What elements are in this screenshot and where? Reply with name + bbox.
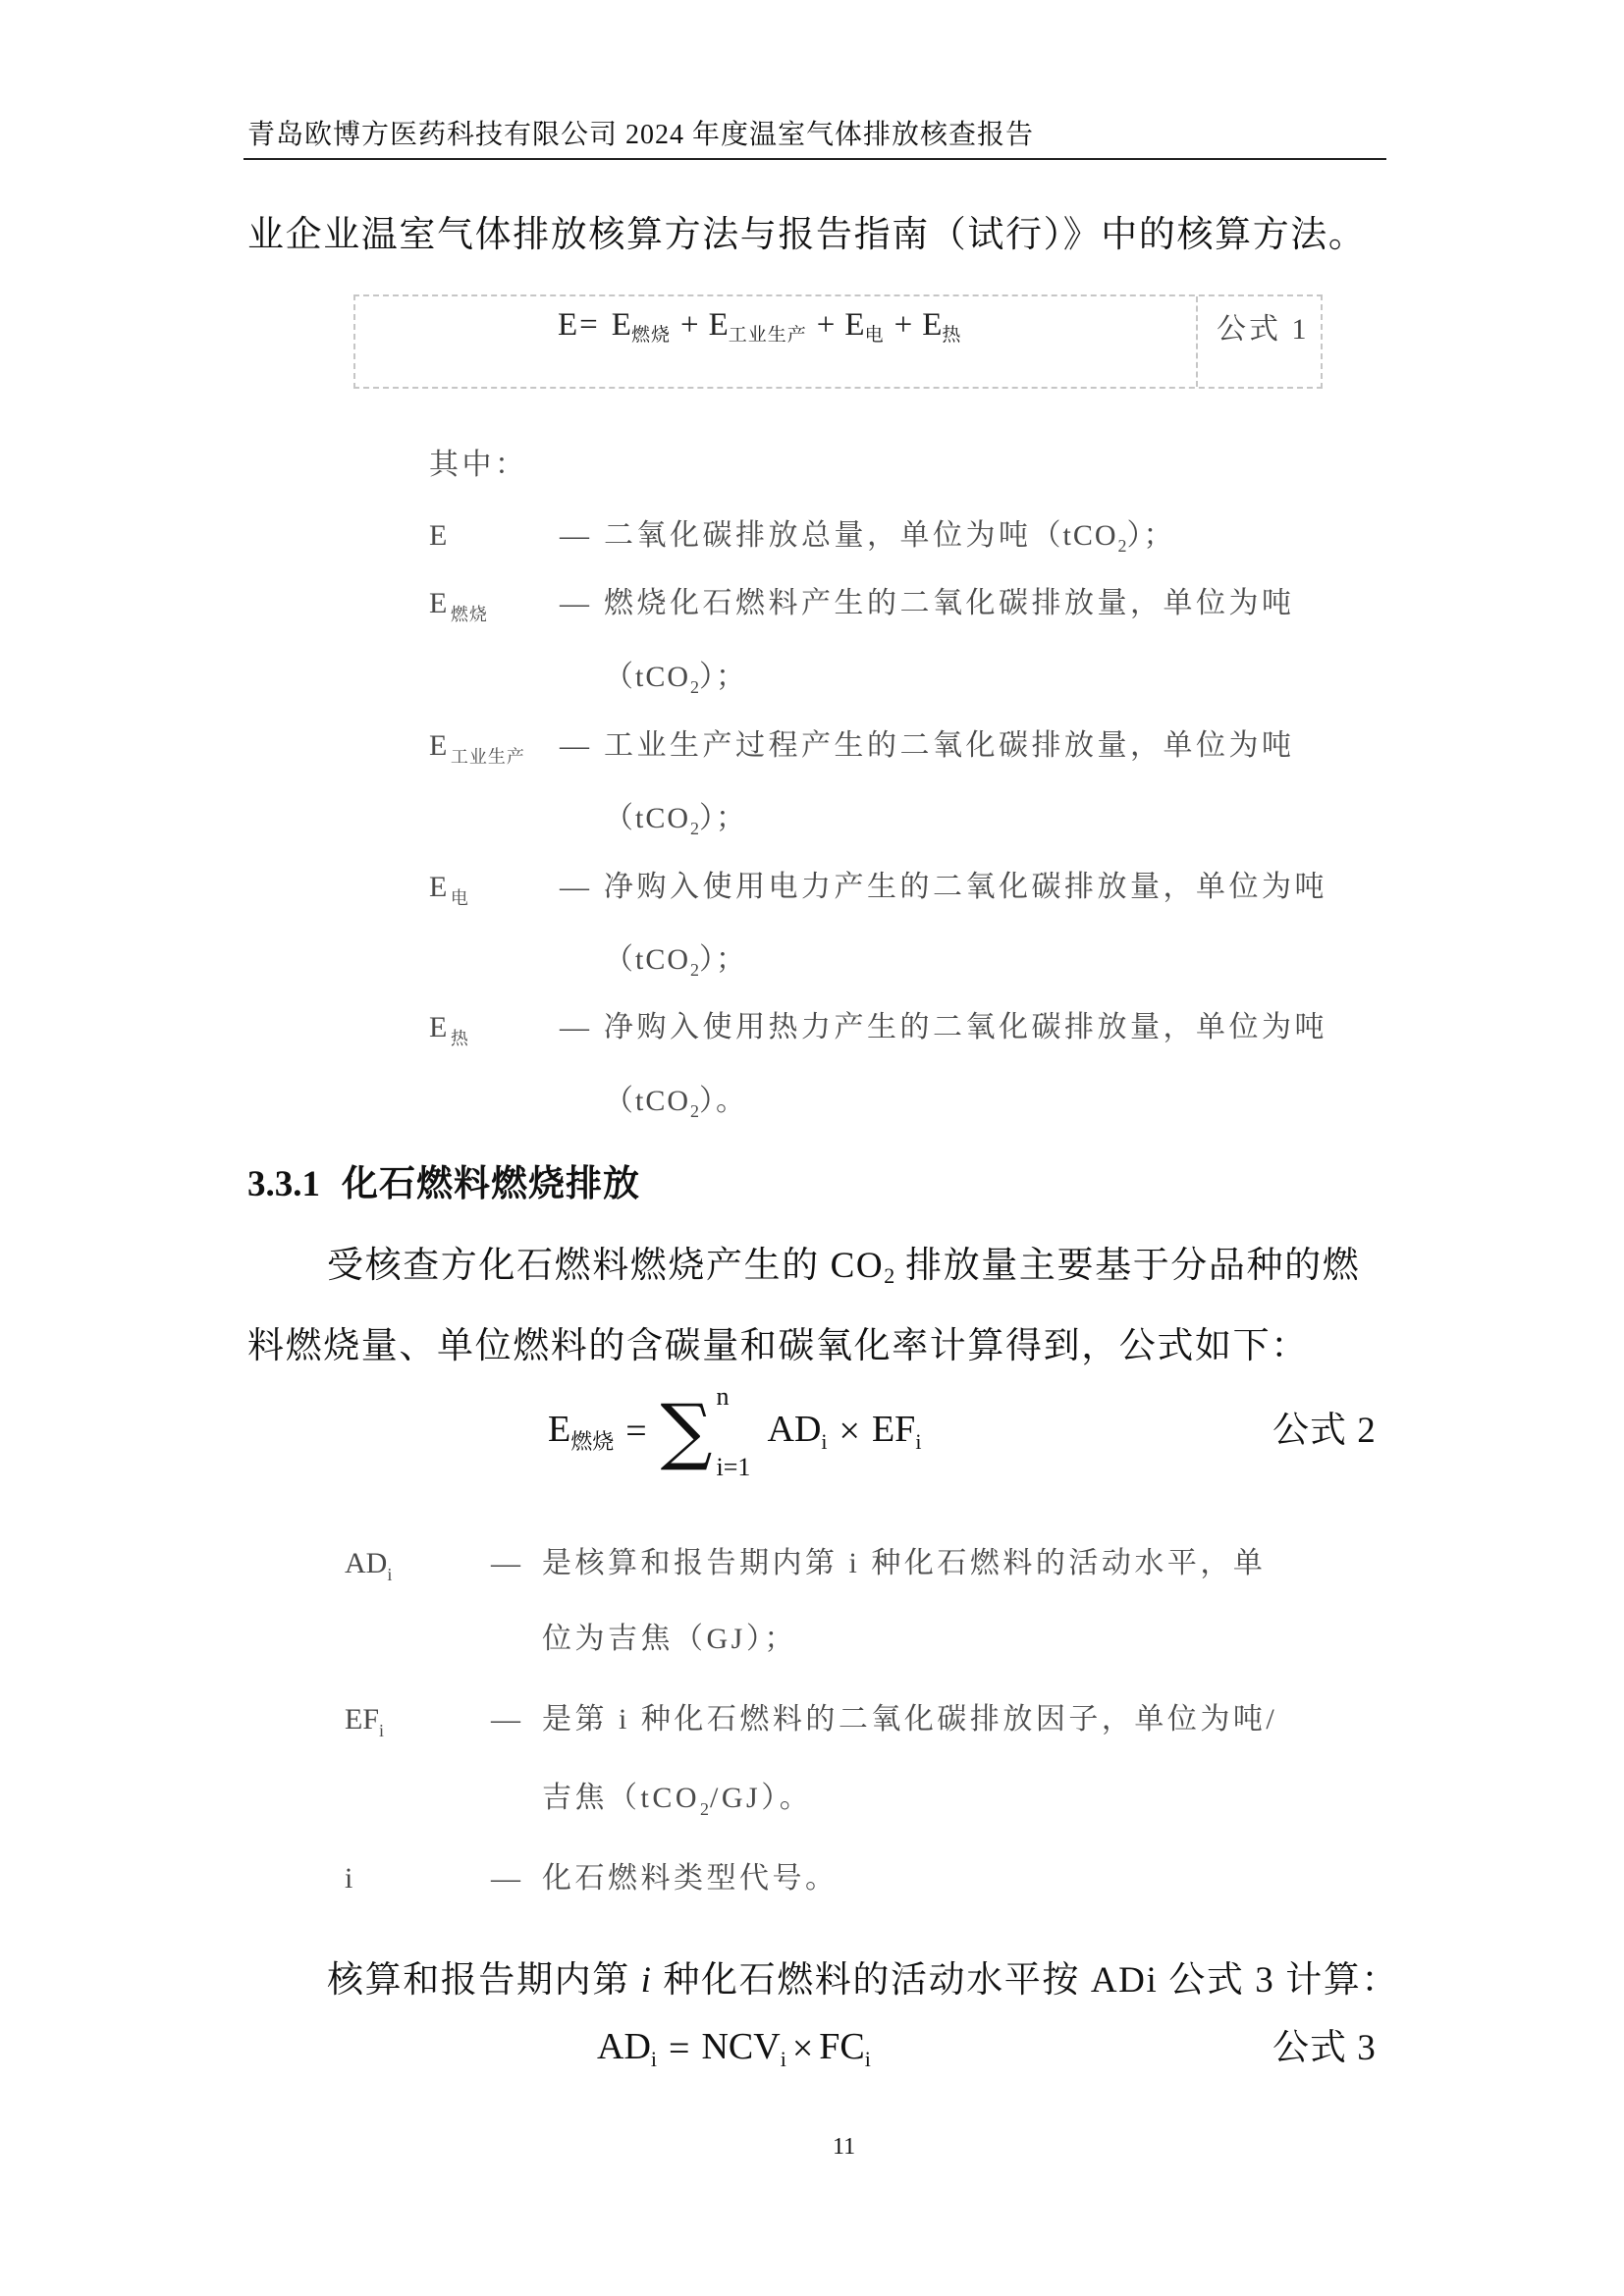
definition-text-continued: 位为吉焦（GJ）； bbox=[542, 1623, 797, 1655]
unit-pre: （tCO bbox=[604, 661, 691, 693]
definition-text: 化石燃料类型代号。 bbox=[542, 1862, 839, 1895]
formula-1-label: 公式 1 bbox=[1217, 313, 1310, 346]
unit-sub: 2 bbox=[690, 677, 700, 697]
formula-1-term-sub: 热 bbox=[942, 325, 962, 346]
definition-dash: — bbox=[560, 871, 593, 903]
summation-limits bbox=[713, 1382, 766, 1481]
unit-sub: 2 bbox=[690, 960, 700, 980]
formula-1-term-sub: 燃烧 bbox=[630, 325, 671, 346]
italic-variable: i bbox=[640, 1960, 653, 2001]
definition-dash: — bbox=[560, 1011, 593, 1043]
formula-1-box-divider bbox=[1196, 296, 1198, 387]
formula-2-lhs-base: E bbox=[548, 1408, 571, 1450]
unit-post: ）； bbox=[699, 661, 748, 693]
paragraph-text: 受核查方化石燃料燃烧产生的 CO bbox=[327, 1246, 885, 1286]
formula-1-term-base: E bbox=[922, 307, 943, 343]
formula-1-term-base: E bbox=[611, 307, 631, 343]
paragraph-line bbox=[327, 1959, 1399, 2002]
unit-post: ）。 bbox=[699, 1085, 748, 1117]
paragraph-text: 种化石燃料的活动水平按 ADi 公式 3 计算： bbox=[652, 1960, 1400, 2001]
definition-symbol-sub: i bbox=[387, 1565, 394, 1584]
definition-symbol-base: EF bbox=[345, 1703, 380, 1735]
unit-pre: （tCO bbox=[604, 943, 691, 976]
formula-2-term-a-base: AD bbox=[767, 1408, 822, 1450]
section-number: 3.3.1 bbox=[247, 1164, 320, 1204]
formula-2-equals: = bbox=[625, 1411, 647, 1452]
summation-upper-limit: n bbox=[716, 1382, 730, 1411]
paragraph-text: 核算和报告期内第 bbox=[327, 1960, 641, 2001]
unit-post: ）； bbox=[699, 943, 748, 976]
formula-1-plus: + bbox=[893, 307, 913, 343]
paragraph-line bbox=[327, 1245, 1360, 1289]
definition-symbol-base: E bbox=[429, 729, 451, 762]
formula-3-term-b bbox=[701, 2025, 786, 2071]
definition-symbol-base: E bbox=[429, 587, 451, 619]
definition-unit bbox=[1031, 519, 1175, 556]
definition-symbol-sub: 燃烧 bbox=[450, 605, 488, 624]
paragraph-line: 料燃烧量、单位燃料的含碳量和碳氧化率计算得到，公式如下： bbox=[247, 1326, 1309, 1366]
paragraph-text: 排放量主要基于分品种的燃 bbox=[894, 1246, 1361, 1286]
definition-text-main: 二氧化碳排放总量，单位为吨 bbox=[604, 519, 1032, 552]
definition-symbol bbox=[345, 1702, 385, 1742]
formula-1-term-base: E bbox=[844, 307, 865, 343]
formula-2-term-a bbox=[767, 1408, 828, 1454]
formula-2-term-b-sub: i bbox=[915, 1428, 922, 1454]
definition-symbol bbox=[429, 728, 525, 769]
unit-sub: 2 bbox=[700, 1799, 711, 1819]
formula-3-term-c-base: FC bbox=[819, 2025, 865, 2067]
section-heading bbox=[247, 1163, 640, 1206]
definition-dash: — bbox=[491, 1862, 524, 1895]
formula-3-term-c-sub: i bbox=[864, 2046, 871, 2071]
definition-text bbox=[604, 518, 1175, 558]
definition-dash: — bbox=[491, 1703, 524, 1735]
formula-3-term-a-sub: i bbox=[650, 2046, 658, 2071]
definition-symbol bbox=[429, 518, 451, 554]
formula-1 bbox=[558, 306, 961, 347]
definition-dash: — bbox=[560, 729, 593, 762]
definition-unit bbox=[604, 1084, 747, 1123]
header-divider bbox=[244, 158, 1386, 160]
formula-1-term-sub: 电 bbox=[864, 325, 885, 346]
co2-subscript: 2 bbox=[884, 1263, 895, 1288]
intro-line: 业企业温室气体排放核算方法与报告指南（试行）》中的核算方法。 bbox=[247, 215, 1367, 255]
formula-3-term-a-base: AD bbox=[597, 2025, 651, 2067]
unit-pre: （tCO bbox=[604, 802, 691, 834]
formula-2-lhs bbox=[548, 1408, 615, 1454]
definition-symbol-base: E bbox=[429, 519, 451, 552]
where-label: 其中： bbox=[429, 449, 528, 481]
definition-text: 净购入使用热力产生的二氧化碳排放量，单位为吨 bbox=[604, 1011, 1327, 1043]
unit-pre: 吉焦（tCO bbox=[542, 1782, 701, 1814]
definition-symbol bbox=[345, 1546, 393, 1586]
definition-dash: — bbox=[560, 519, 593, 552]
formula-1-box bbox=[353, 294, 1323, 389]
definition-symbol: i bbox=[345, 1862, 356, 1895]
formula-2-term-b-base: EF bbox=[871, 1408, 916, 1450]
unit-post: ）； bbox=[1126, 519, 1175, 552]
formula-1-plus: + bbox=[679, 307, 699, 343]
formula-3 bbox=[597, 2019, 871, 2078]
unit-sub: 2 bbox=[690, 819, 700, 838]
formula-2-term-b bbox=[871, 1408, 922, 1454]
formula-2-term-a-sub: i bbox=[821, 1428, 828, 1454]
page-header-title: 青岛欧博方医药科技有限公司 2024 年度温室气体排放核查报告 bbox=[247, 120, 1035, 150]
definition-text: 是第 i 种化石燃料的二氧化碳排放因子，单位为吨/ bbox=[542, 1703, 1278, 1735]
page-number: 11 bbox=[833, 2134, 856, 2160]
definition-text: 燃烧化石燃料产生的二氧化碳排放量，单位为吨 bbox=[604, 587, 1295, 619]
formula-2-times: × bbox=[839, 1411, 860, 1452]
section-title: 化石燃料燃烧排放 bbox=[342, 1164, 640, 1204]
definition-unit bbox=[604, 801, 747, 840]
formula-2-label: 公式 2 bbox=[1272, 1411, 1377, 1451]
unit-post: ）； bbox=[699, 802, 748, 834]
definition-text-continued bbox=[542, 1781, 812, 1821]
formula-1-plus: + bbox=[816, 307, 836, 343]
formula-3-label: 公式 3 bbox=[1272, 2028, 1377, 2068]
formula-3-term-c bbox=[819, 2025, 871, 2071]
definition-symbol-sub: i bbox=[379, 1721, 386, 1740]
summation-icon: ∑ bbox=[660, 1389, 713, 1473]
formula-2-lhs-sub: 燃烧 bbox=[570, 1428, 615, 1454]
unit-sub: 2 bbox=[1117, 536, 1127, 556]
definition-unit bbox=[604, 942, 747, 982]
definition-symbol bbox=[429, 1010, 469, 1050]
definition-text: 是核算和报告期内第 i 种化石燃料的活动水平，单 bbox=[542, 1547, 1267, 1579]
formula-3-term-b-sub: i bbox=[780, 2046, 786, 2071]
formula-2 bbox=[548, 1382, 921, 1480]
formula-3-times: × bbox=[791, 2028, 814, 2069]
formula-1-equals: = bbox=[579, 307, 598, 343]
definition-symbol-base: AD bbox=[345, 1547, 388, 1579]
formula-1-lhs: E bbox=[558, 307, 578, 343]
unit-post: /GJ）。 bbox=[710, 1782, 813, 1814]
unit-pre: （tCO bbox=[604, 1085, 691, 1117]
definition-text: 净购入使用电力产生的二氧化碳排放量，单位为吨 bbox=[604, 871, 1327, 903]
formula-1-term-base: E bbox=[708, 307, 729, 343]
formula-3-term-a bbox=[597, 2025, 658, 2071]
definition-symbol-sub: 电 bbox=[450, 888, 469, 908]
definition-symbol-base: E bbox=[429, 1011, 451, 1043]
formula-1-term-sub: 工业生产 bbox=[728, 325, 807, 346]
definition-dash: — bbox=[560, 587, 593, 619]
definition-unit bbox=[604, 660, 747, 699]
formula-3-equals: = bbox=[669, 2028, 690, 2069]
definition-dash: — bbox=[491, 1547, 524, 1579]
definition-text: 工业生产过程产生的二氧化碳排放量，单位为吨 bbox=[604, 729, 1295, 762]
definition-symbol-base: E bbox=[429, 871, 451, 903]
definition-symbol bbox=[429, 586, 488, 626]
definition-symbol-sub: 热 bbox=[450, 1029, 469, 1048]
unit-sub: 2 bbox=[690, 1101, 700, 1121]
formula-3-term-b-base: NCV bbox=[701, 2025, 781, 2067]
summation-lower-limit: i=1 bbox=[716, 1453, 751, 1481]
definition-symbol bbox=[429, 870, 469, 910]
unit-pre: （tCO bbox=[1031, 519, 1118, 552]
definition-symbol-sub: 工业生产 bbox=[450, 747, 525, 767]
